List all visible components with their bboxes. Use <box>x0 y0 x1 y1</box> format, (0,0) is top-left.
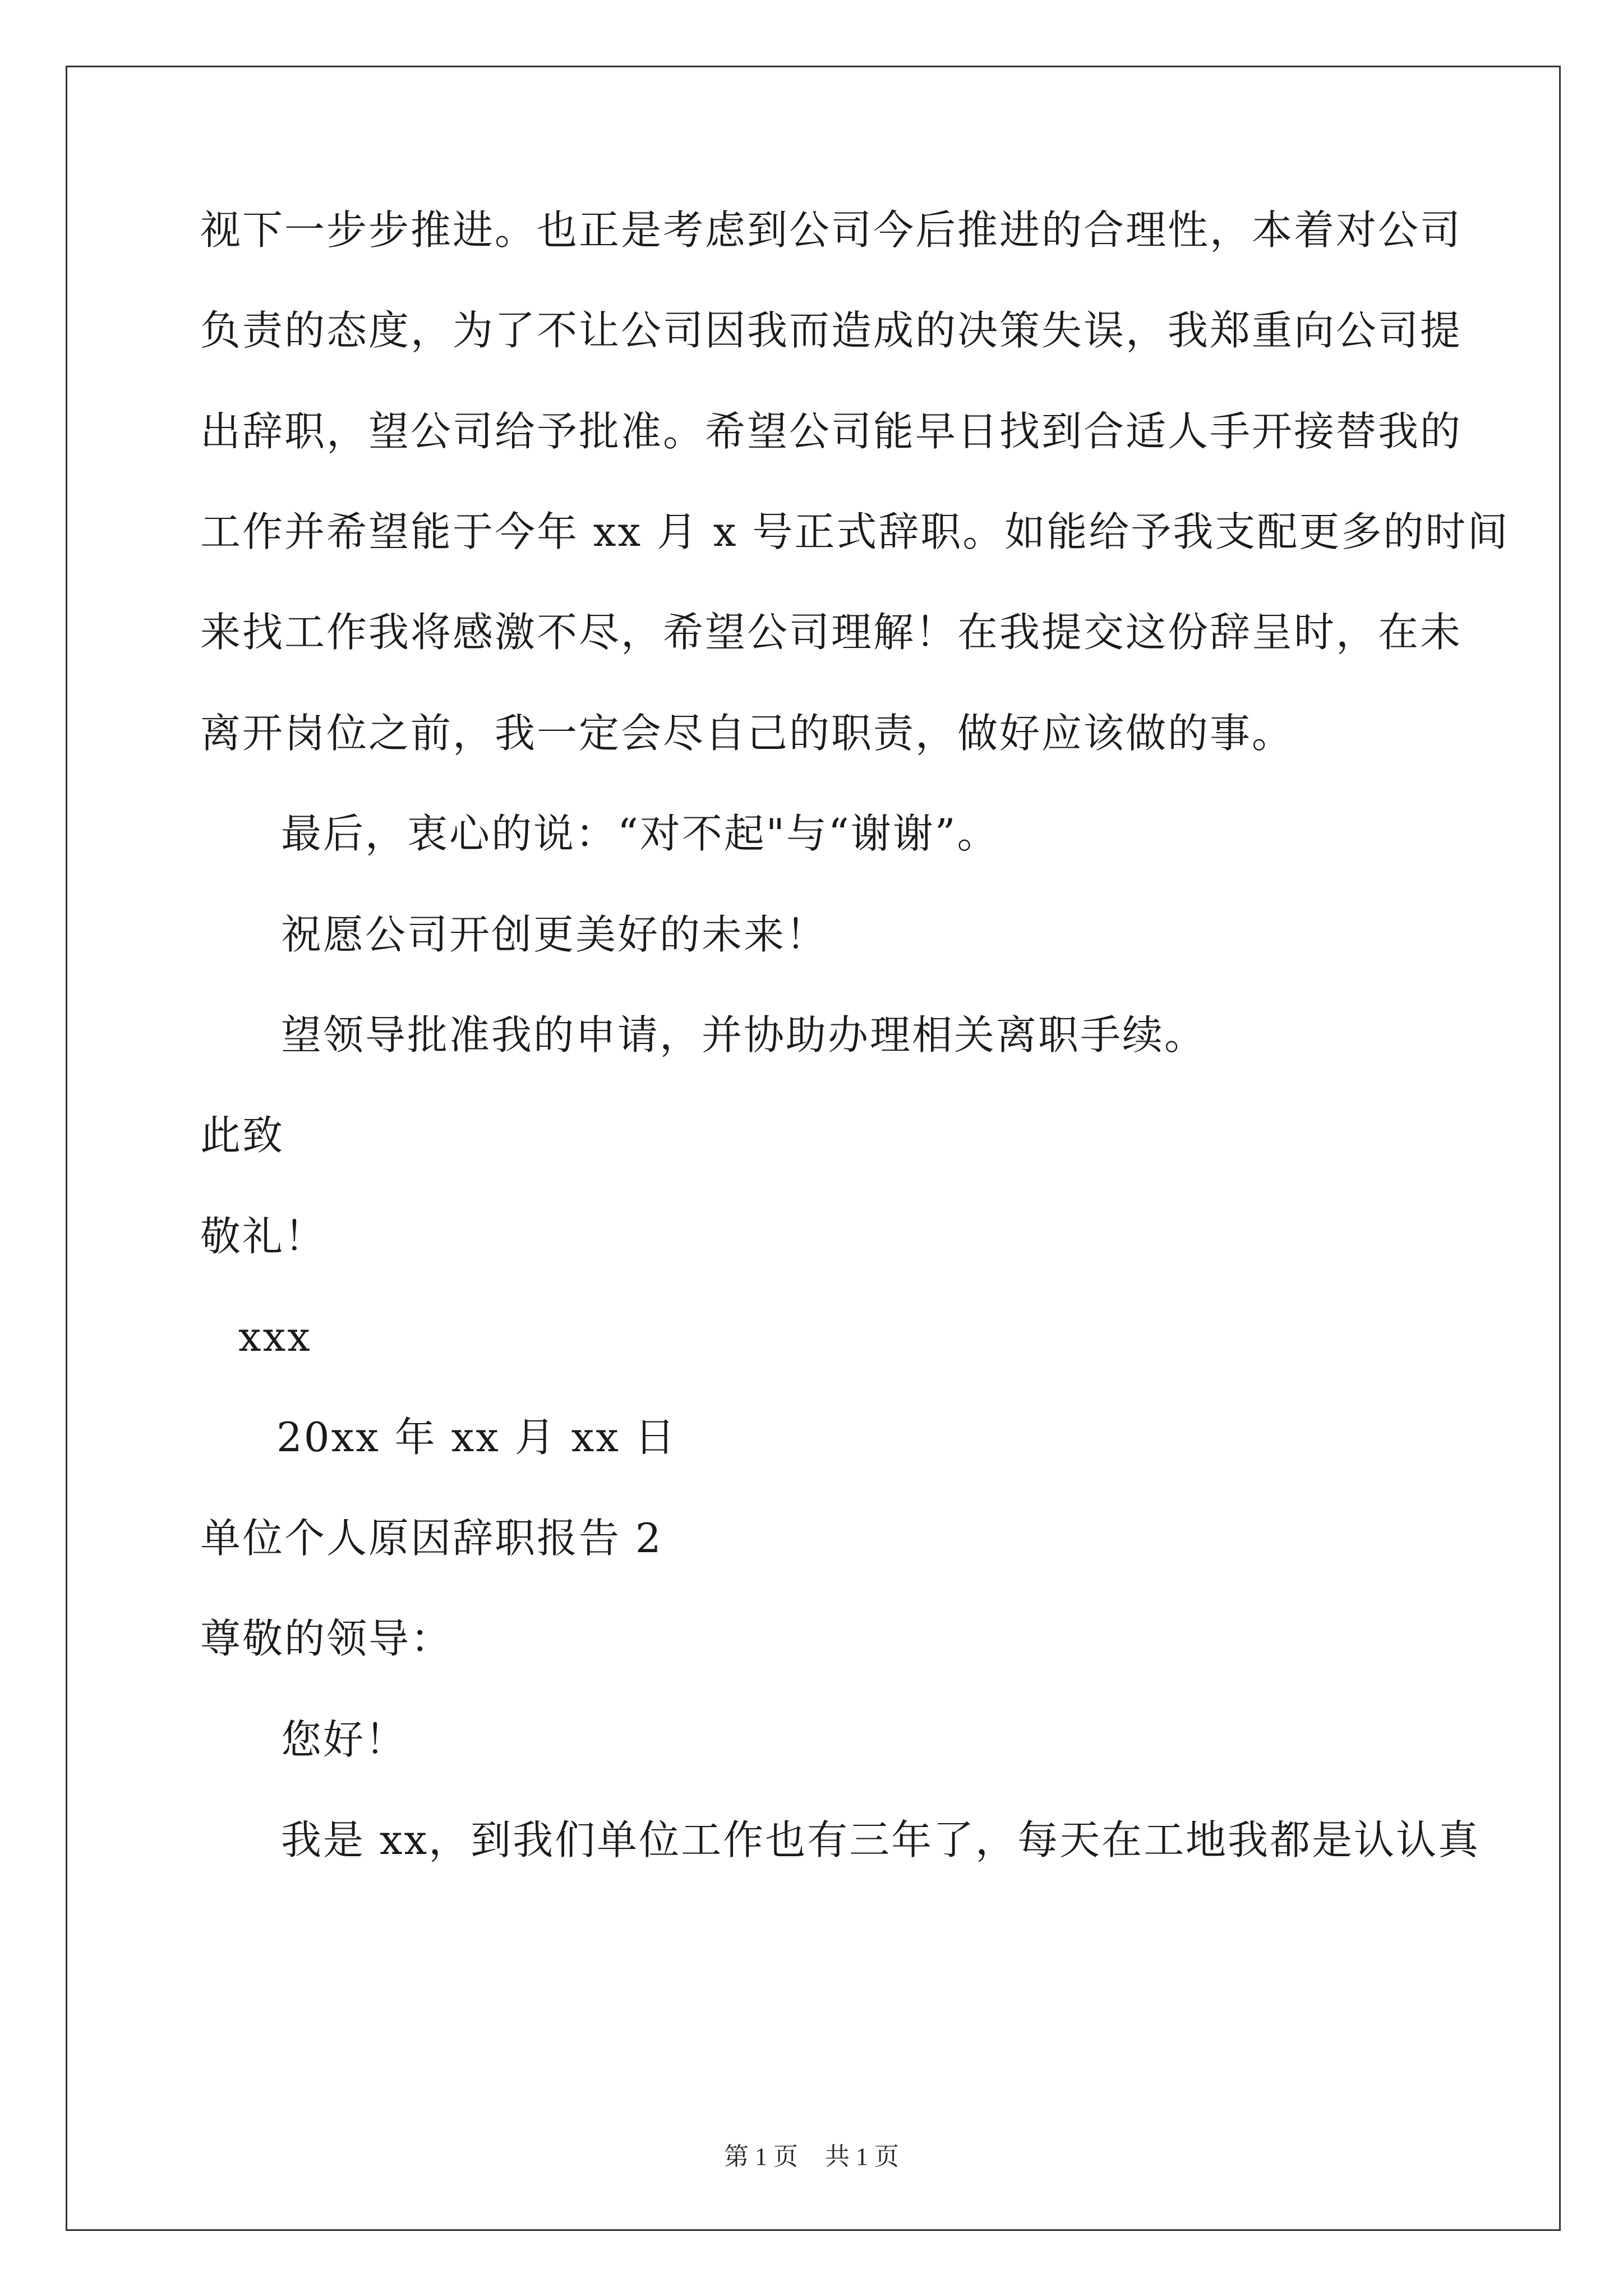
page-border <box>66 66 1561 2231</box>
body-line-report-2-start: 我是 xx，到我们单位工作也有三年了，每天在工地我都是认认真 <box>281 1816 1481 1864</box>
page-total: 共 1 页 <box>825 2143 899 2170</box>
body-line-3: 出辞职，望公司给予批准。希望公司能早日找到合适人手开接替我的 <box>200 408 1463 455</box>
page-footer <box>0 2136 1623 2172</box>
wish-line: 祝愿公司开创更美好的未来！ <box>281 911 828 958</box>
body-line-1: 视下一步步推进。也正是考虑到公司今后推进的合理性，本着对公司 <box>200 206 1463 254</box>
body-line-5: 来找工作我将感激不尽，希望公司理解！在我提交这份辞呈时，在未 <box>200 609 1463 656</box>
section-title-report-2: 单位个人原因辞职报告 2 <box>200 1515 663 1562</box>
body-line-2: 负责的态度，为了不让公司因我而造成的决策失误，我郑重向公司提 <box>200 307 1463 354</box>
body-line-4: 工作并希望能于今年 xx 月 x 号正式辞职。如能给予我支配更多的时间 <box>200 508 1510 555</box>
body-line-6: 离开岗位之前，我一定会尽自己的职责，做好应该做的事。 <box>200 710 1294 757</box>
request-line: 望领导批准我的申请，并协助办理相关离职手续。 <box>281 1011 1207 1059</box>
greeting-hello: 您好！ <box>281 1716 408 1763</box>
signature-name: xxx <box>238 1313 312 1360</box>
salutation-cizhi: 此致 <box>200 1112 285 1159</box>
page-number: 第 1 页 <box>724 2143 798 2170</box>
signature-date: 20xx 年 xx 月 xx 日 <box>276 1414 677 1461</box>
closing-thanks-line: 最后，衷心的说：“对不起"与“谢谢”。 <box>281 810 999 857</box>
greeting-addressee: 尊敬的领导： <box>200 1615 453 1662</box>
salutation-jingli: 敬礼！ <box>200 1213 327 1260</box>
